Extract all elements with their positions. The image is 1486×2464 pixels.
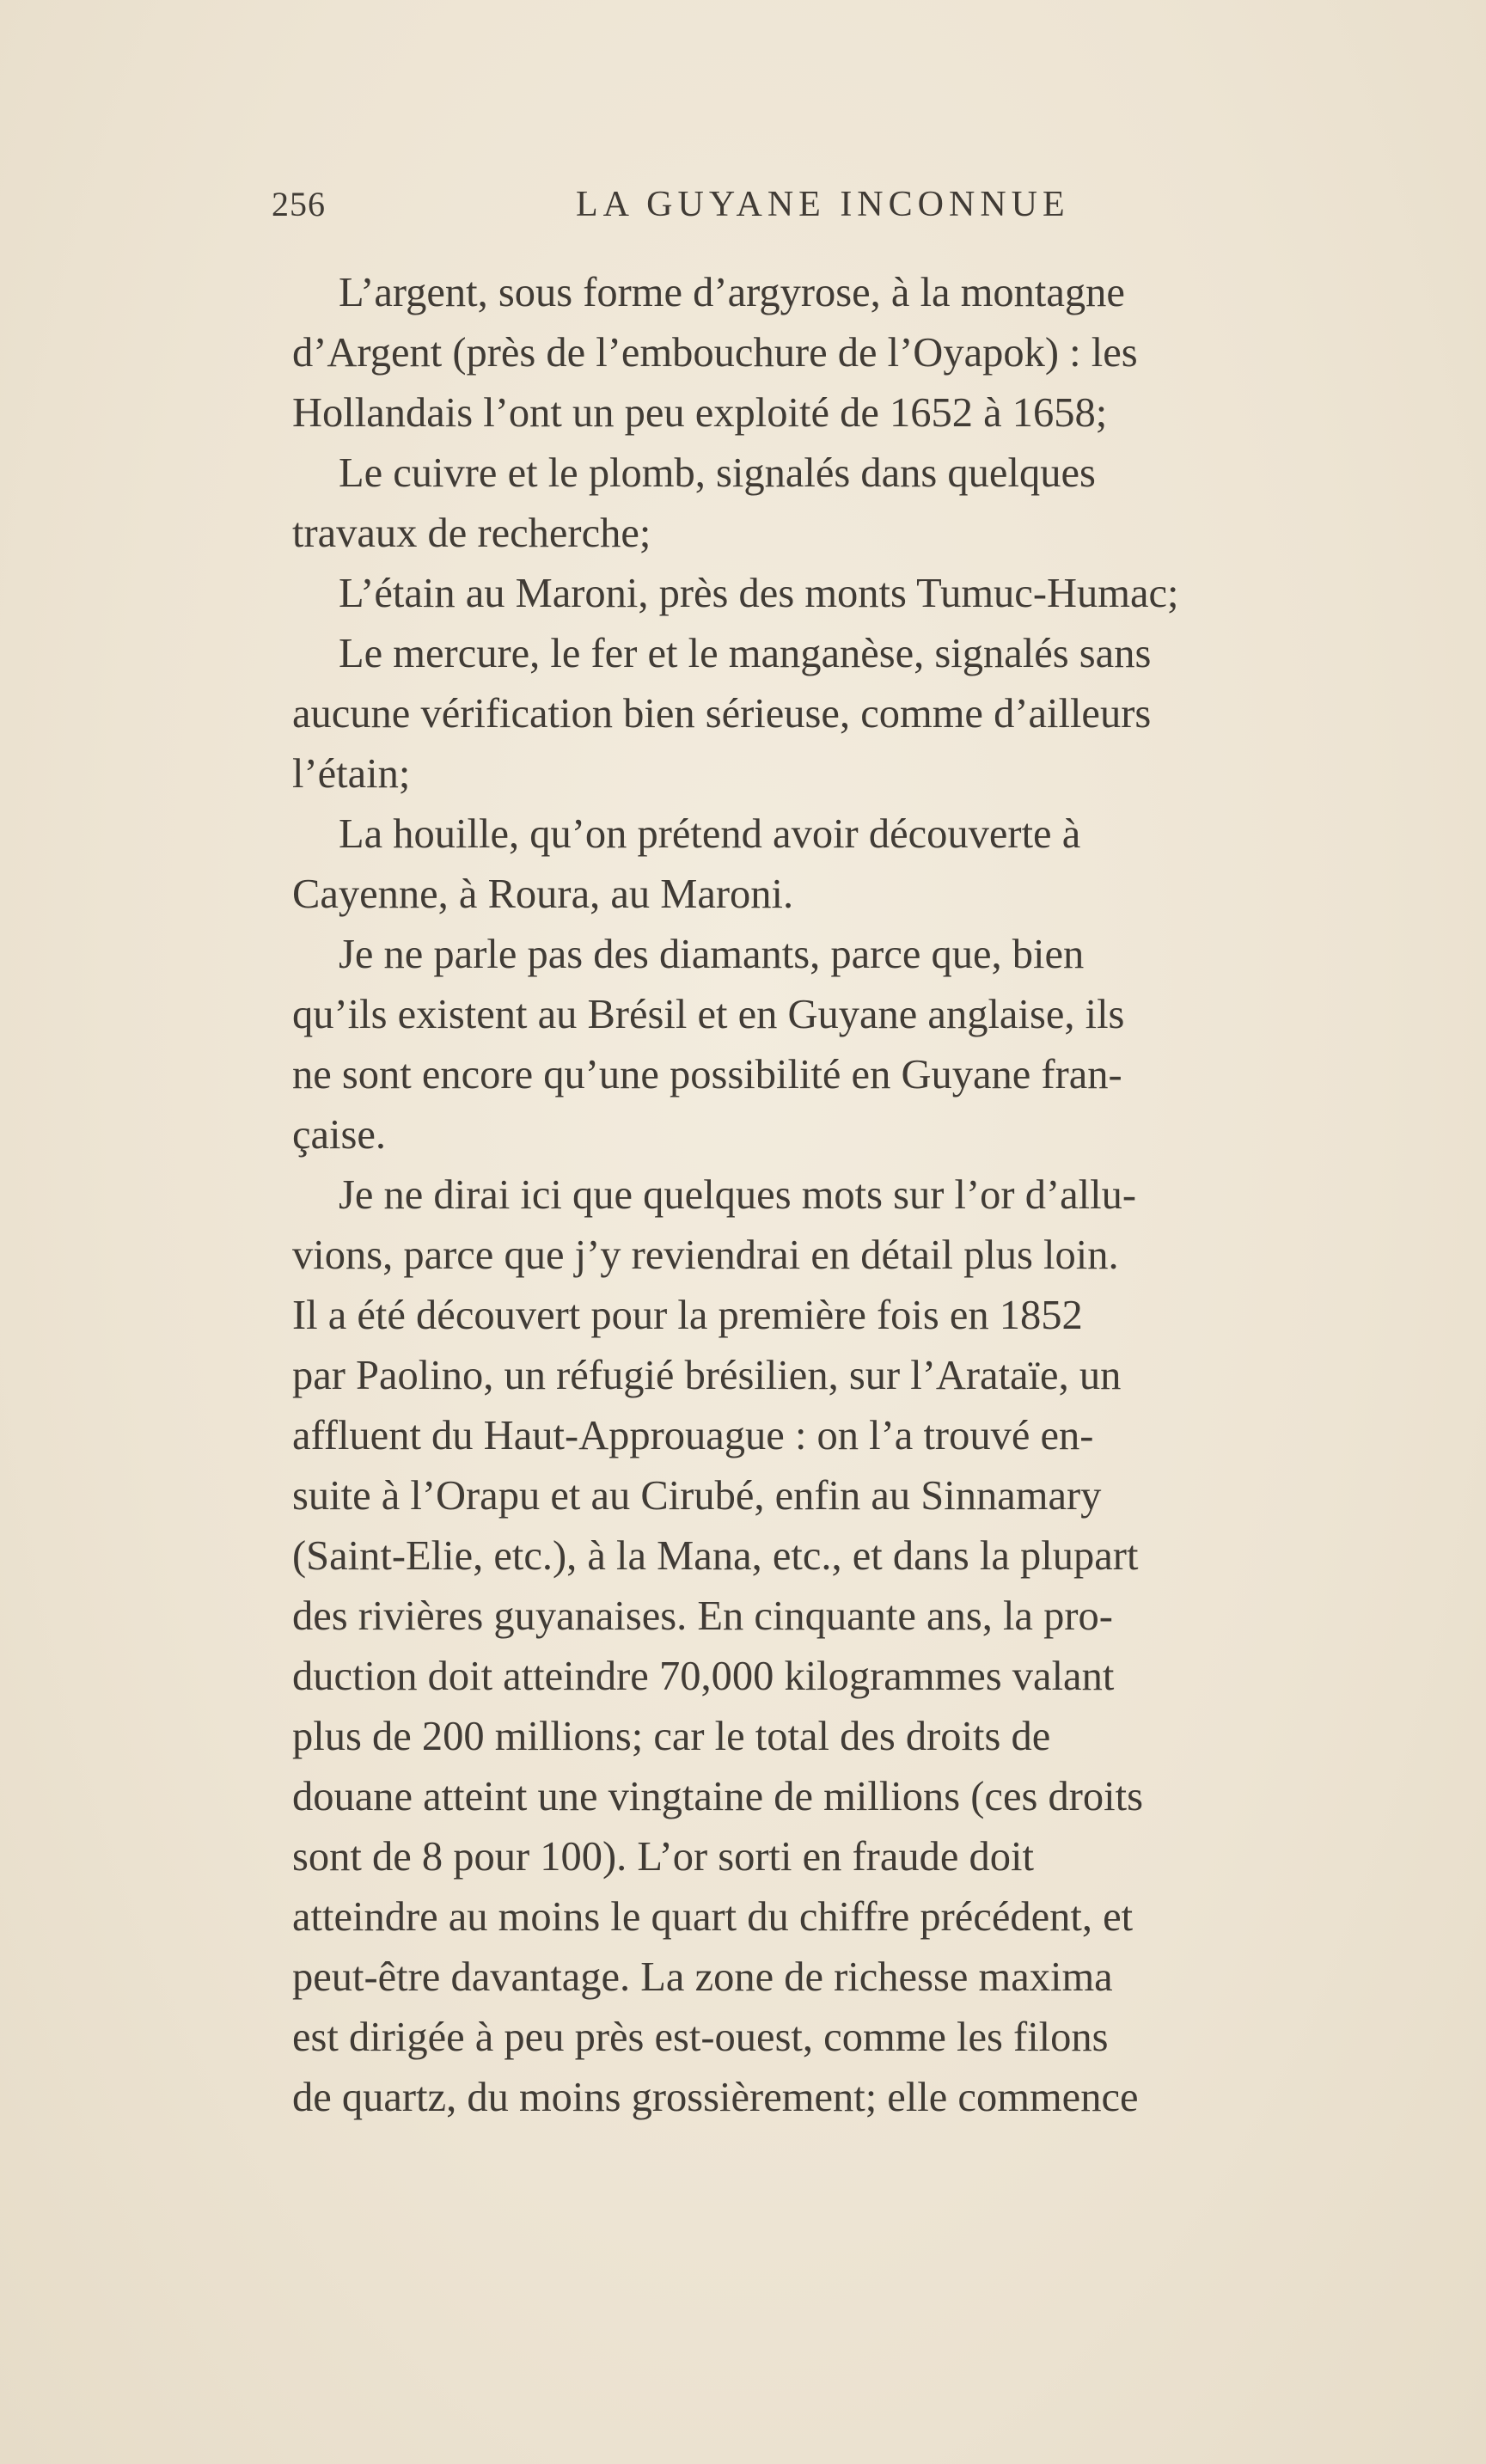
text-line: suite à l’Orapu et au Cirubé, enfin au Sinnamary xyxy=(292,1473,1102,1519)
text-line: travaux de recherche; xyxy=(292,511,651,556)
text-line: Je ne dirai ici que quelques mots sur l’or d’allu- xyxy=(339,1172,1136,1218)
text-line: Le cuivre et le plomb, signalés dans quelques xyxy=(339,450,1096,496)
text-line: Je ne parle pas des diamants, parce que, bien xyxy=(339,932,1085,977)
page-header xyxy=(272,184,1226,235)
text-line: çaise. xyxy=(292,1112,387,1158)
running-title: LA GUYANE INCONNUE xyxy=(576,185,1070,224)
text-line: d’Argent (près de l’embouchure de l’Oyapok) : les xyxy=(292,330,1138,376)
text-line: qu’ils existent au Brésil et en Guyane anglaise, ils xyxy=(292,992,1125,1037)
text-line: L’argent, sous forme d’argyrose, à la montagne xyxy=(339,270,1125,315)
text-line: Il a été découvert pour la première fois en 1852 xyxy=(292,1293,1083,1338)
text-line: aucune vérification bien sérieuse, comme d’ailleurs xyxy=(292,691,1152,737)
text-line: (Saint-Elie, etc.), à la Mana, etc., et dans la plupart xyxy=(292,1533,1139,1579)
text-line: plus de 200 millions; car le total des droits de xyxy=(292,1714,1051,1759)
text-line: Le mercure, le fer et le manganèse, signalés sans xyxy=(339,631,1152,676)
text-line: douane atteint une vingtaine de millions (ces droits xyxy=(292,1774,1143,1819)
text-line: atteindre au moins le quart du chiffre précédent, et xyxy=(292,1894,1134,1940)
text-line: est dirigée à peu près est-ouest, comme les filons xyxy=(292,2015,1109,2060)
text-line: Cayenne, à Roura, au Maroni. xyxy=(292,871,794,917)
text-line: sont de 8 pour 100). L’or sorti en fraude doit xyxy=(292,1834,1034,1880)
text-line: affluent du Haut-Approuague : on l’a trouvé en- xyxy=(292,1413,1094,1458)
text-line: Hollandais l’ont un peu exploité de 1652 à 1658; xyxy=(292,390,1108,436)
text-line: ne sont encore qu’une possibilité en Guyane fran- xyxy=(292,1052,1122,1097)
text-line: duction doit atteindre 70,000 kilogrammes valant xyxy=(292,1654,1115,1699)
text-line: par Paolino, un réfugié brésilien, sur l’Arataïe, un xyxy=(292,1353,1122,1398)
text-line: L’étain au Maroni, près des monts Tumuc-Humac; xyxy=(339,571,1179,616)
text-line: La houille, qu’on prétend avoir découverte à xyxy=(339,811,1081,857)
text-line: des rivières guyanaises. En cinquante ans, la pro- xyxy=(292,1593,1113,1639)
text-line: l’étain; xyxy=(292,751,411,797)
text-line: vions, parce que j’y reviendrai en détail plus loin. xyxy=(292,1232,1119,1278)
text-line: peut-être davantage. La zone de richesse maxima xyxy=(292,1954,1113,2000)
text-line: de quartz, du moins grossièrement; elle commence xyxy=(292,2075,1139,2120)
page-number: 256 xyxy=(272,185,326,223)
